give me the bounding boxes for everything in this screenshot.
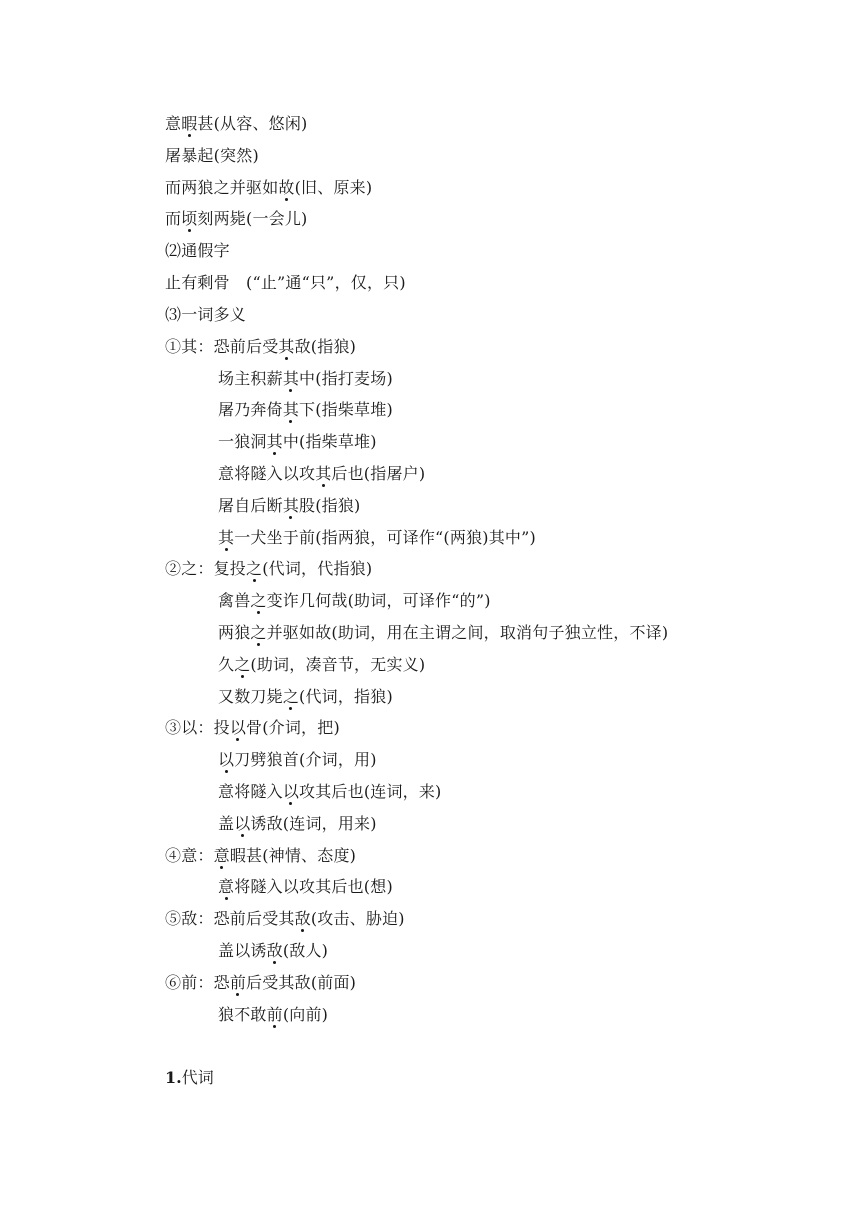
- text-line: 盖以诱敌(敌人): [218, 941, 329, 960]
- section-heading: ⑵通假字: [165, 241, 230, 260]
- section-heading: ⑶一词多义: [165, 305, 247, 324]
- text-line: 一狼洞其中(指柴草堆): [218, 432, 377, 451]
- text-line: 而两狼之并驱如故(旧、原来): [165, 178, 373, 197]
- text-line: 止有剩骨 (“止”通“只”，仅，只): [165, 273, 406, 292]
- text-line: 久之(助词，凑音节，无实义): [218, 655, 426, 674]
- text-line: 两狼之并驱如故(助词，用在主谓之间，取消句子独立性，不译): [218, 623, 669, 642]
- text-line: 而顷刻两毙(一会儿): [165, 209, 308, 228]
- text-line: 屠暴起(突然): [165, 146, 259, 165]
- text-line: 盖以诱敌(连词，用来): [218, 814, 377, 833]
- text-line: 狼不敢前(向前): [218, 1005, 329, 1024]
- text-line: ④意：意暇甚(神情、态度): [165, 846, 357, 865]
- text-line: 意暇甚(从容、悠闲): [165, 114, 308, 133]
- text-line: 其一犬坐于前(指两狼，可译作“(两狼)其中”): [218, 528, 536, 547]
- heading-number: 1.: [165, 1068, 182, 1087]
- heading-text: 代词: [181, 1068, 214, 1087]
- text-line: ⑤敌：恐前后受其敌(攻击、胁迫): [165, 909, 405, 928]
- text-line: 以刀劈狼首(介词，用): [218, 750, 377, 769]
- text-line: 场主积薪其中(指打麦场): [218, 369, 393, 388]
- text-line: ①其：恐前后受其敌(指狼): [165, 337, 357, 356]
- numbered-heading: [165, 1068, 214, 1088]
- text-line: 意将隧入以攻其后也(想): [218, 877, 393, 896]
- text-line: 意将隧入以攻其后也(连词，来): [218, 782, 442, 801]
- text-line: 又数刀毙之(代词，指狼): [218, 687, 393, 706]
- text-line: 屠乃奔倚其下(指柴草堆): [218, 400, 393, 419]
- text-line: ②之：复投之(代词，代指狼): [165, 559, 373, 578]
- text-line: ⑥前：恐前后受其敌(前面): [165, 973, 357, 992]
- text-line: 屠自后断其股(指狼): [218, 496, 361, 515]
- text-line: 意将隧入以攻其后也(指屠户): [218, 464, 426, 483]
- text-line: 禽兽之变诈几何哉(助词，可译作“的”): [218, 591, 491, 610]
- text-line: ③以：投以骨(介词，把): [165, 718, 340, 737]
